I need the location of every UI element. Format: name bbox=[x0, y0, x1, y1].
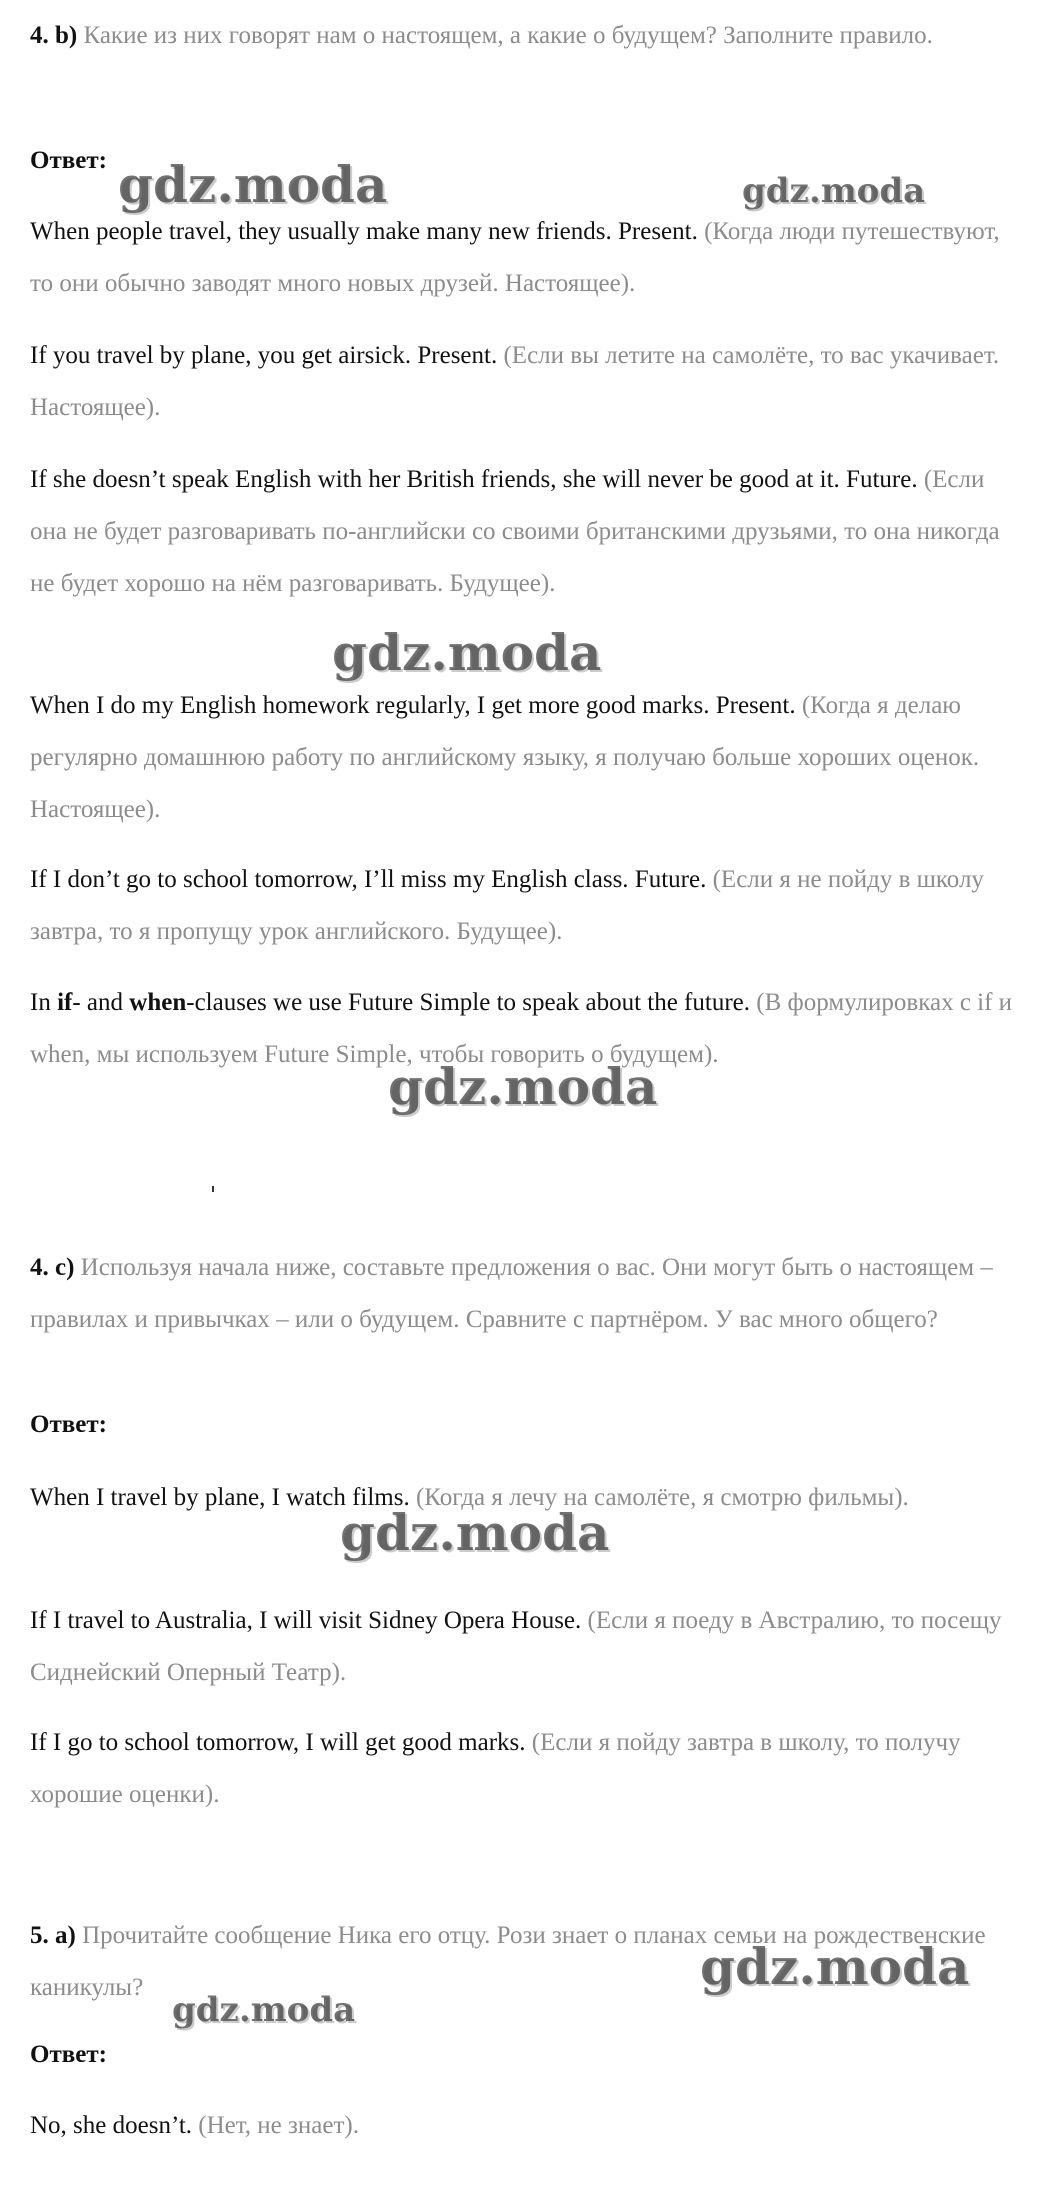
answer-translation: (Если я не пойду в школу завтра, то я пропущу урок английского. Будущее). bbox=[30, 866, 984, 945]
watermark-logo: gdz.moda bbox=[742, 171, 926, 211]
answer-item bbox=[30, 680, 1015, 836]
answer-translation: (Когда я лечу на самолёте, я смотрю фильмы). bbox=[415, 1484, 909, 1511]
rule-keyword-when: when bbox=[129, 989, 187, 1016]
answer-translation: (Если я пойду завтра в школу, то получу хорошие оценки). bbox=[30, 1729, 961, 1808]
answer-label: Ответ: bbox=[30, 147, 107, 174]
question-text: Используя начала ниже, составьте предложения о вас. Они могут быть о настоящем – правилах и привычках – или о будущем. Сравните с партнёром. У вас много общего? bbox=[30, 1254, 993, 1333]
answer-english: If I travel to Australia, I will visit Sidney Opera House. bbox=[30, 1607, 582, 1634]
answer-english: If I don’t go to school tomorrow, I’ll miss my English class. Future. bbox=[30, 866, 707, 893]
answer-english: If she doesn’t speak English with her British friends, she will never be good at it. Future. bbox=[30, 466, 918, 493]
question-5a bbox=[30, 1910, 1015, 2014]
answer-item bbox=[30, 854, 1015, 958]
answer-translation: (Если она не будет разговаривать по-английски со своими британскими друзьями, то она никогда не будет хорошо на нём разговаривать. Будущее). bbox=[30, 466, 1000, 597]
answer-label: Ответ: bbox=[30, 1411, 107, 1438]
answer-item bbox=[30, 206, 1015, 310]
answer-translation: (Если вы летите на самолёте, то вас укачивает. Настоящее). bbox=[30, 342, 1000, 421]
watermark-logo: gdz.moda bbox=[332, 623, 602, 682]
answer-item bbox=[30, 454, 1015, 610]
answer-translation: (Когда люди путешествуют, то они обычно заводят много новых друзей. Настоящее). bbox=[30, 218, 1000, 297]
question-text: Прочитайте сообщение Ника его отцу. Рози знает о планах семьи на рождественские каникулы? bbox=[30, 1922, 986, 2001]
answer-item bbox=[30, 330, 1015, 434]
answer-english: If you travel by plane, you get airsick. Present. bbox=[30, 342, 498, 369]
answer-english: No, she doesn’t. bbox=[30, 2112, 193, 2139]
question-number: 5. a) bbox=[30, 1922, 76, 1949]
rule-prefix: In bbox=[30, 989, 58, 1016]
rule-keyword-if: if bbox=[57, 989, 73, 1016]
watermark-logo: gdz.moda bbox=[172, 1990, 356, 2030]
answer-item bbox=[30, 1717, 1015, 1821]
watermark-logo: gdz.moda bbox=[118, 155, 388, 214]
rule-statement bbox=[30, 977, 1015, 1081]
answer-translation: (В формулировках с if и when, мы используем Future Simple, чтобы говорить о будущем). bbox=[30, 989, 1013, 1068]
watermark-logo: gdz.moda bbox=[388, 1057, 658, 1116]
answer-item bbox=[30, 2100, 1015, 2152]
question-number: 4. c) bbox=[30, 1254, 75, 1281]
answer-english: When I do my English homework regularly, I get more good marks. Present. bbox=[30, 692, 796, 719]
watermark-logo: gdz.moda bbox=[700, 1937, 970, 1996]
answer-english: If I go to school tomorrow, I will get good marks. bbox=[30, 1729, 526, 1756]
rule-mid: - and bbox=[72, 989, 130, 1016]
answer-translation: (Если я поеду в Австралию, то посещу Сиднейский Оперный Театр). bbox=[30, 1607, 1002, 1686]
answer-english: When I travel by plane, I watch films. bbox=[30, 1484, 410, 1511]
answer-english: When people travel, they usually make many new friends. Present. bbox=[30, 218, 698, 245]
question-4b bbox=[30, 10, 1015, 62]
answer-label: Ответ: bbox=[30, 2041, 107, 2068]
question-number: 4. b) bbox=[30, 22, 78, 49]
answer-item bbox=[30, 1472, 1015, 1524]
stray-mark bbox=[212, 1186, 214, 1192]
question-4c bbox=[30, 1242, 1015, 1346]
watermark-logo: gdz.moda bbox=[340, 1503, 610, 1562]
question-text: Какие из них говорят нам о настоящем, а какие о будущем? Заполните правило. bbox=[83, 22, 933, 49]
rule-suffix: -clauses we use Future Simple to speak about the future. bbox=[186, 989, 750, 1016]
answer-item bbox=[30, 1595, 1015, 1699]
answer-translation: (Нет, не знает). bbox=[198, 2112, 359, 2139]
answer-translation: (Когда я делаю регулярно домашнюю работу по английскому языку, я получаю больше хороших оценок. Настоящее). bbox=[30, 692, 980, 823]
